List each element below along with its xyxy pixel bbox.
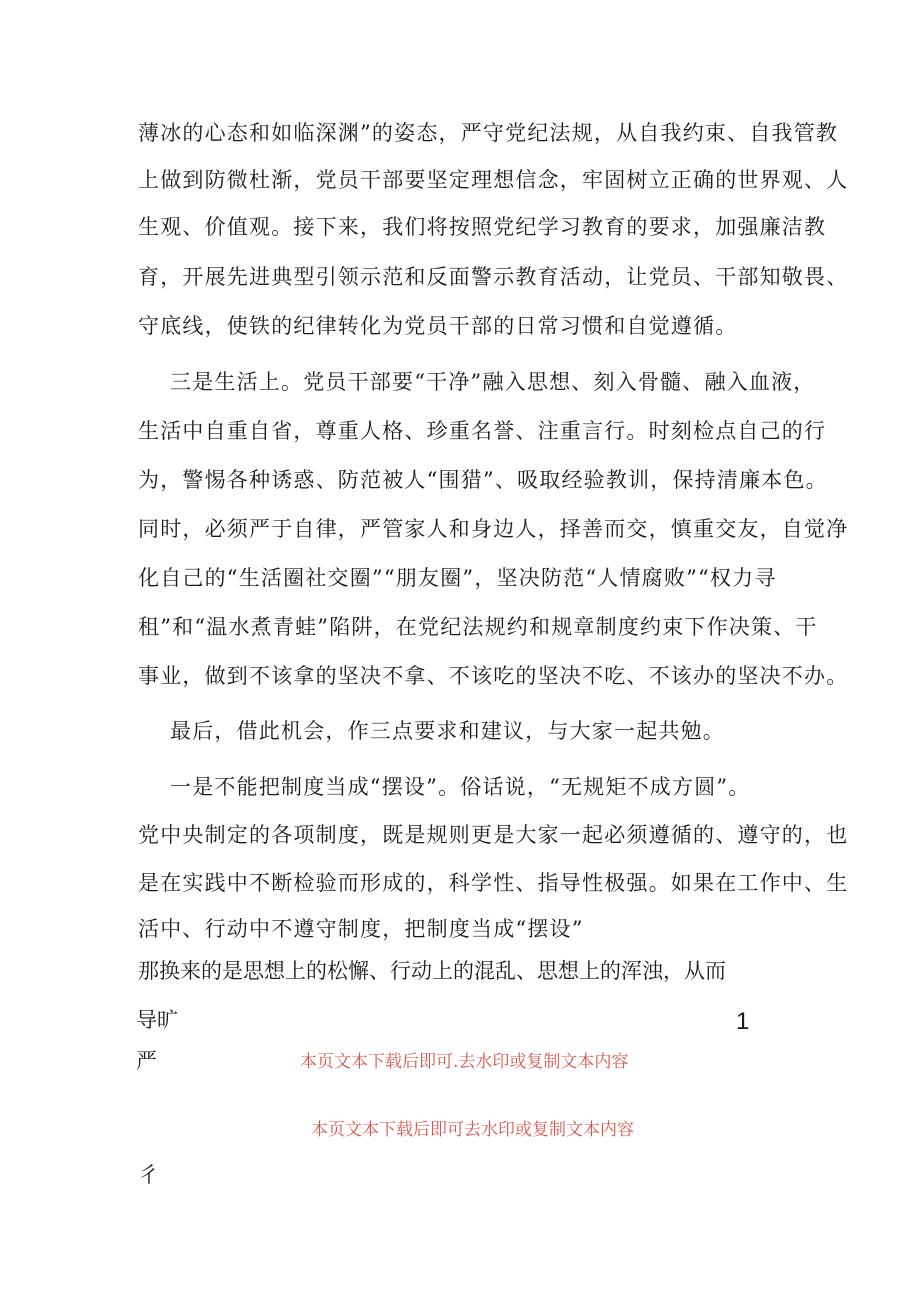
text-line-10: 化自己的“生活圈社交圈”“朋友圈”，坚决防范“人情腐败”“权力寻: [138, 566, 777, 590]
text-line-16: 是在实践中不断检验而形成的，科学性、指导性极强。如果在工作中、生: [138, 871, 849, 895]
text-line-14: 一是不能把制度当成“摆设”。俗话说，“无规矩不成方圆”。: [170, 775, 751, 799]
text-line-2: 上做到防微杜渐，党员干部要坚定理想信念，牢固树立正确的世界观、人: [138, 168, 849, 192]
watermark-notice-2: 本页文本下载后即可去水印或复制文本内容: [311, 1120, 634, 1140]
text-line-1: 薄冰的心态和如临深渊”的姿态，严守党纪法规，从自我约束、自我管教: [138, 121, 839, 145]
text-line-7: 生活中自重自省，尊重人格、珍重名誉、注重言行。时刻检点自己的行: [138, 419, 827, 443]
text-fragment-2: 严: [136, 1049, 157, 1073]
page-number: 1: [736, 1008, 750, 1035]
text-fragment-3: 彳: [138, 1163, 159, 1187]
text-line-3: 生观、价值观。接下来，我们将按照党纪学习教育的要求，加强廉洁教: [138, 215, 827, 239]
text-line-12: 事业，做到不该拿的坚决不拿、不该吃的坚决不吃、不该办的坚决不办。: [138, 664, 849, 688]
text-line-4: 育，开展先进典型引领示范和反面警示教育活动，让党员、干部知敬畏、: [138, 265, 849, 289]
watermark-notice-1: 本页文本下载后即可.去水印或复制文本内容: [300, 1052, 629, 1072]
text-line-17: 活中、行动中不遵守制度，把制度当成“摆设”: [138, 917, 584, 941]
text-line-9: 同时，必须严于自律，严管家人和身边人，择善而交，慎重交友，自觉净: [138, 517, 849, 541]
text-line-13: 最后，借此机会，作三点要求和建议，与大家一起共勉。: [170, 719, 725, 743]
text-line-6: 三是生活上。党员干部要“干净”融入思想、刻入骨髓、融入血液，: [170, 370, 816, 394]
text-line-15: 党中央制定的各项制度，既是规则更是大家一起必须遵循的、遵守的，也: [138, 823, 849, 847]
text-line-11: 租”和“温水煮青蛙”陷阱，在党纪法规约和规章制度约束下作决策、干: [138, 615, 818, 639]
text-line-8: 为，警惕各种诱惑、防范被人“围猎”、吸取经验教训，保持清廉本色。: [138, 468, 828, 492]
text-line-18: 那换来的是思想上的松懈、行动上的混乱、思想上的浑浊，从而: [138, 959, 726, 983]
text-fragment-1: 导旷: [136, 1008, 178, 1032]
text-line-5: 守底线，使铁的纪律转化为党员干部的日常习惯和自觉遵循。: [138, 314, 738, 338]
